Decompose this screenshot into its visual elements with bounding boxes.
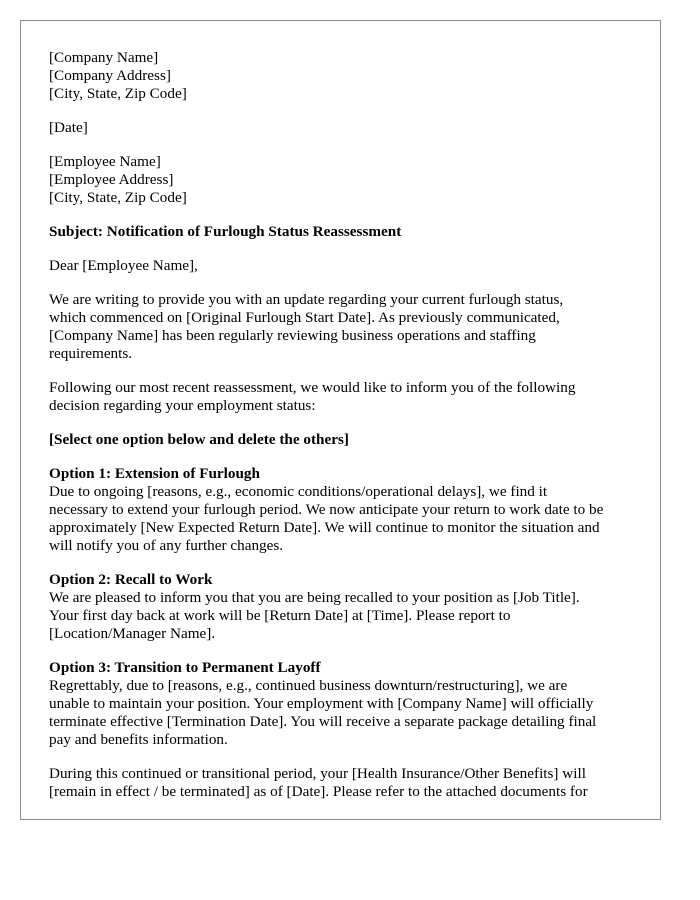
option-2-heading: Option 2: Recall to Work: [49, 571, 213, 588]
option-2-line: We are pleased to inform you that you are being recalled to your position as [Job Title].: [49, 589, 580, 606]
option-3-line: Regrettably, due to [reasons, e.g., continued business downturn/restructuring], we are: [49, 677, 568, 694]
benefits-paragraph: [49, 765, 649, 801]
paragraph-line: We are writing to provide you with an update regarding your current furlough status,: [49, 291, 564, 308]
letter-body: [49, 49, 649, 817]
paragraph-line: During this continued or transitional period, your [Health Insurance/Other Benefits] will: [49, 765, 586, 782]
letter-date: [Date]: [49, 119, 88, 136]
option-3-heading: Option 3: Transition to Permanent Layoff: [49, 659, 321, 676]
paragraph-line: which commenced on [Original Furlough Start Date]. As previously communicated,: [49, 309, 560, 326]
subject-line: Subject: Notification of Furlough Status Reassessment: [49, 223, 402, 240]
instruction-block: [49, 431, 649, 449]
paragraph-line: [Company Name] has been regularly reviewing business operations and staffing: [49, 327, 536, 344]
salutation: Dear [Employee Name],: [49, 257, 198, 274]
subject-block: [49, 223, 649, 241]
decision-paragraph: [49, 379, 649, 415]
option-1-line: necessary to extend your furlough period. We now anticipate your return to work date to be: [49, 501, 604, 518]
option-2-block: [49, 571, 649, 643]
option-3-line: terminate effective [Termination Date]. You will receive a separate package detailing final: [49, 713, 597, 730]
sender-company-address: [Company Address]: [49, 67, 171, 84]
intro-paragraph: [49, 291, 649, 363]
letter-page: [20, 20, 661, 820]
recipient-employee-address: [Employee Address]: [49, 171, 174, 188]
recipient-address-block: [49, 153, 649, 207]
option-1-heading: Option 1: Extension of Furlough: [49, 465, 260, 482]
sender-company-name: [Company Name]: [49, 49, 159, 66]
salutation-block: [49, 257, 649, 275]
date-block: [49, 119, 649, 137]
paragraph-line: [remain in effect / be terminated] as of [Date]. Please refer to the attached documents for: [49, 783, 588, 800]
option-1-line: will notify you of any further changes.: [49, 537, 284, 554]
option-3-line: unable to maintain your position. Your employment with [Company Name] will officially: [49, 695, 594, 712]
option-2-line: [Location/Manager Name].: [49, 625, 216, 642]
option-1-block: [49, 465, 649, 555]
option-1-line: Due to ongoing [reasons, e.g., economic conditions/operational delays], we find it: [49, 483, 548, 500]
recipient-employee-name: [Employee Name]: [49, 153, 161, 170]
option-3-block: [49, 659, 649, 749]
option-1-line: approximately [New Expected Return Date]. We will continue to monitor the situation and: [49, 519, 600, 536]
option-2-line: Your first day back at work will be [Return Date] at [Time]. Please report to: [49, 607, 511, 624]
option-3-line: pay and benefits information.: [49, 731, 228, 748]
paragraph-line: decision regarding your employment status:: [49, 397, 316, 414]
sender-address-block: [49, 49, 649, 103]
paragraph-line: requirements.: [49, 345, 133, 362]
paragraph-line: Following our most recent reassessment, we would like to inform you of the following: [49, 379, 576, 396]
sender-city-state-zip: [City, State, Zip Code]: [49, 85, 187, 102]
recipient-city-state-zip: [City, State, Zip Code]: [49, 189, 187, 206]
option-instruction: [Select one option below and delete the others]: [49, 431, 349, 448]
